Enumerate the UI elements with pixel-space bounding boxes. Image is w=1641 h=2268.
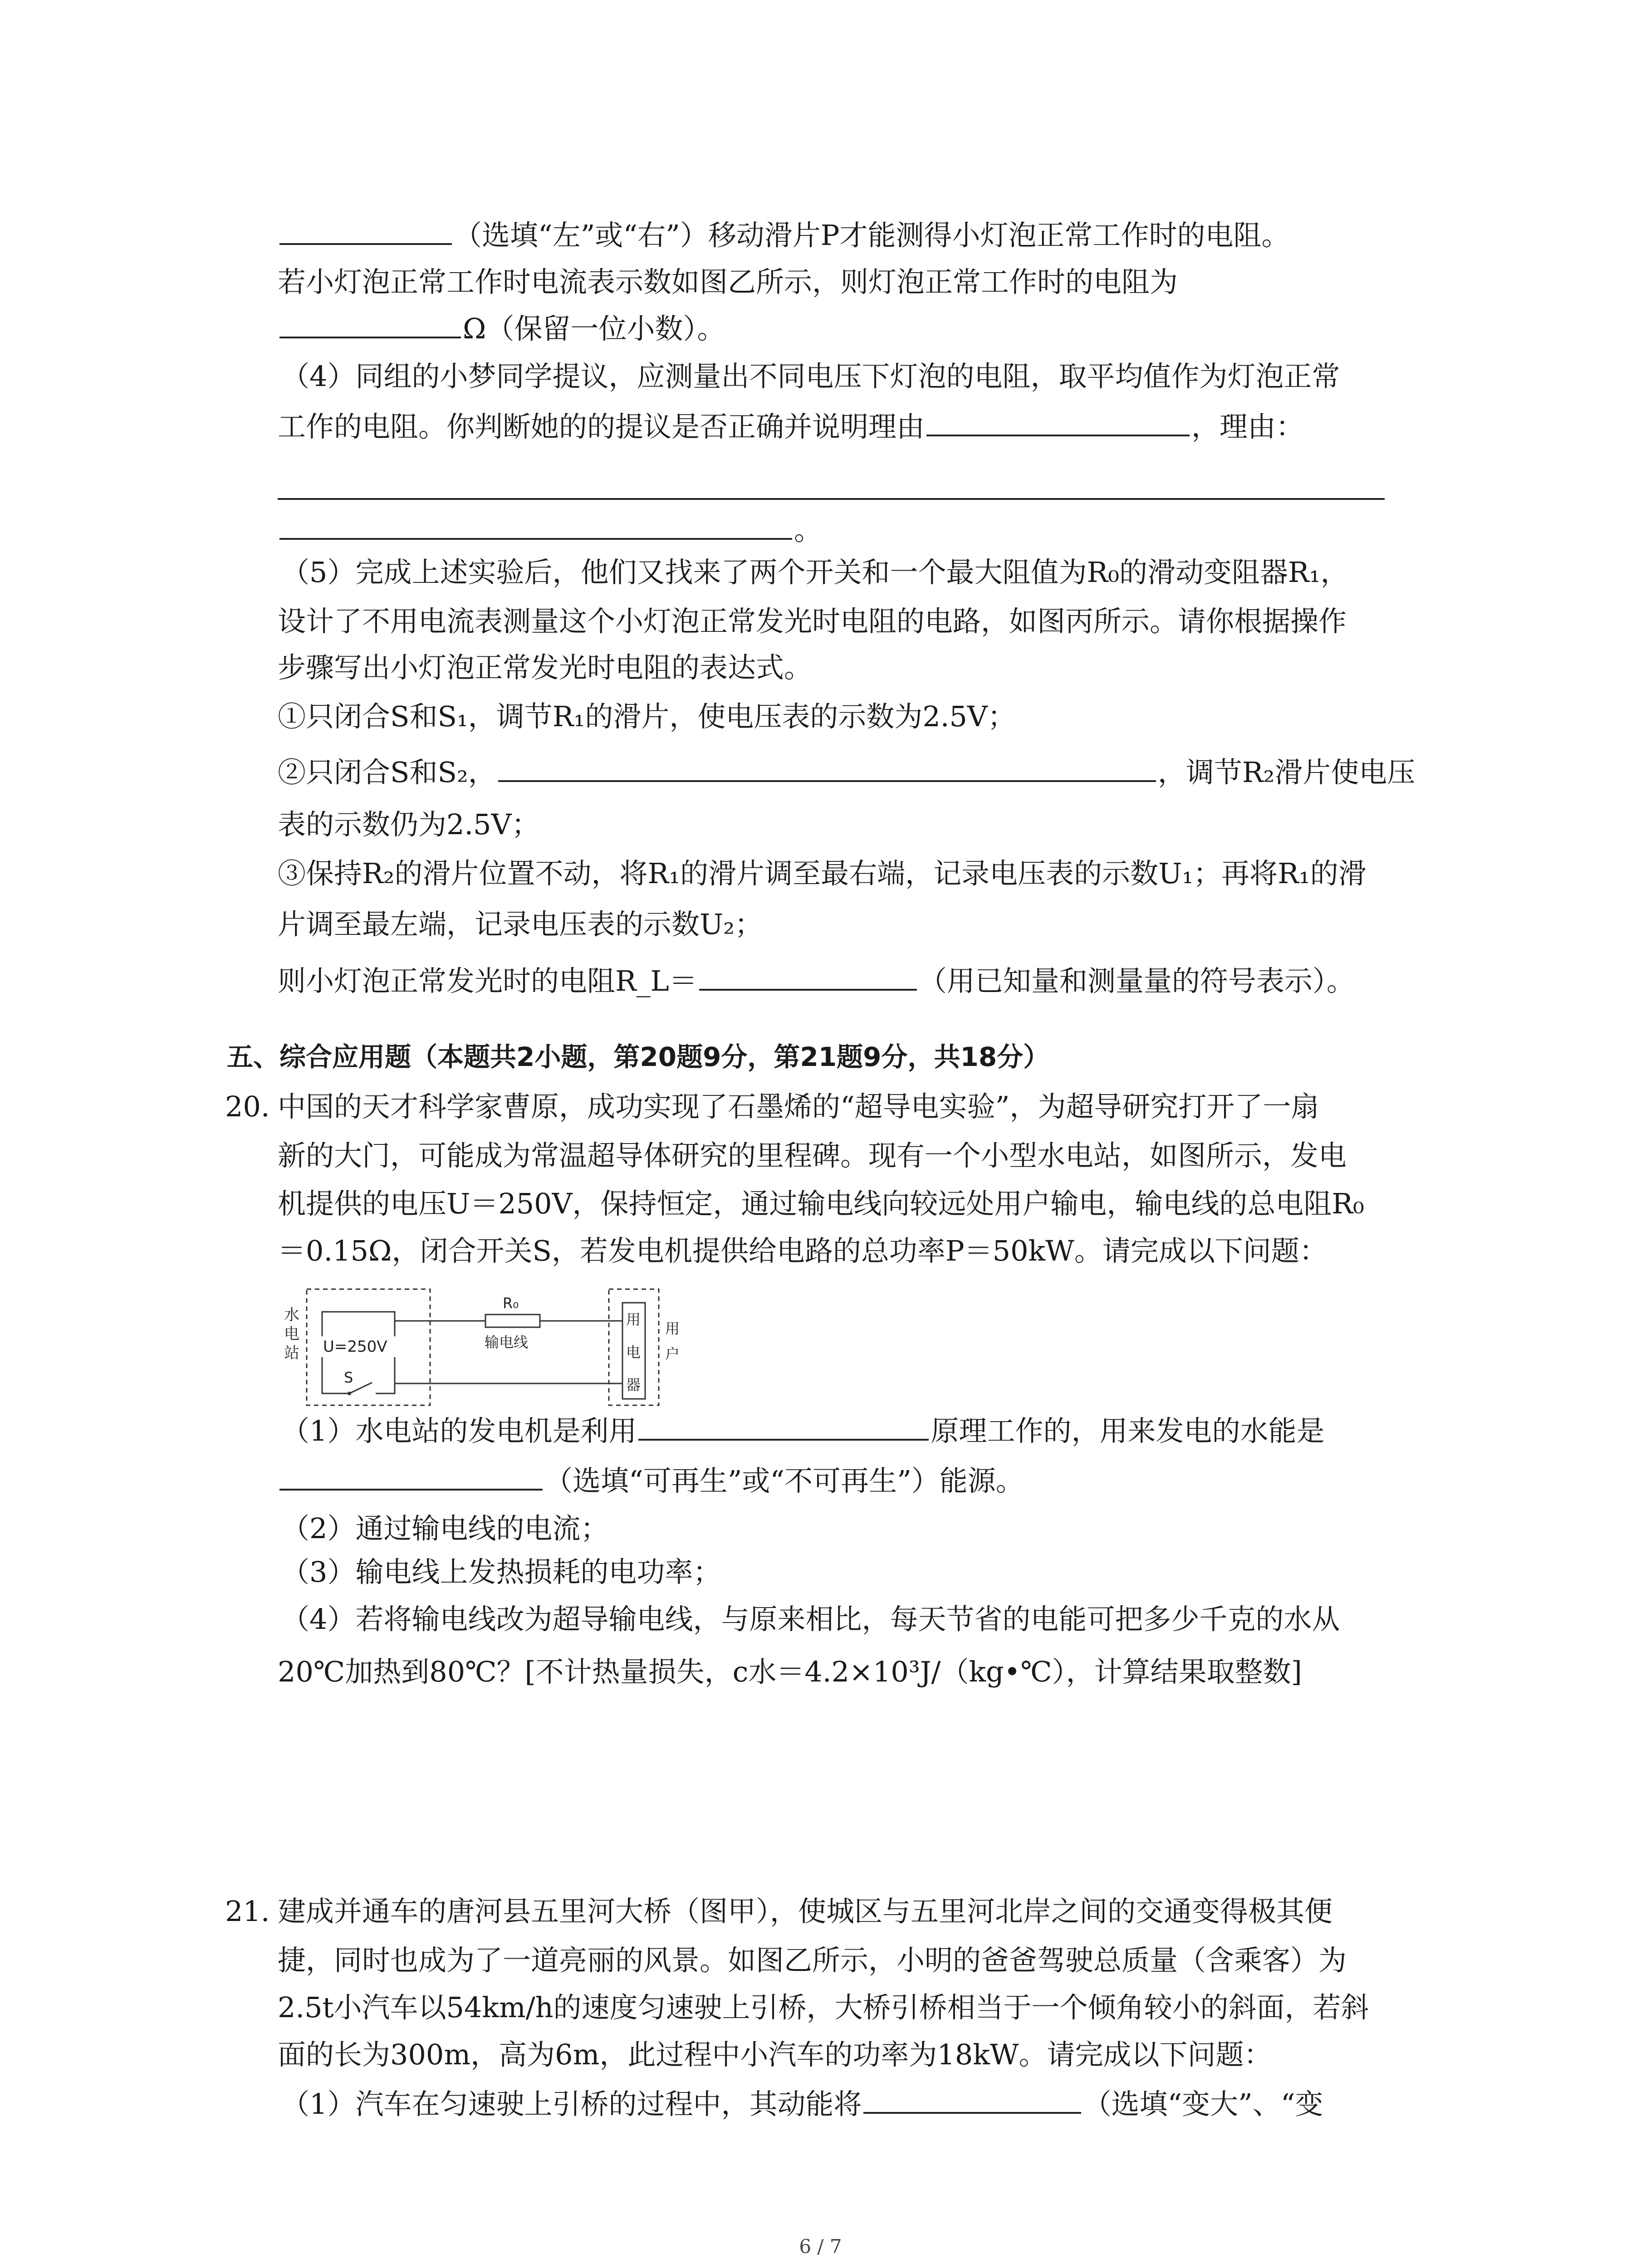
circuit-diagram (272, 1279, 699, 1415)
q19-part4-line-2: 工作的电阻。你判断她的的提议是否正确并说明理由 ，理由： (278, 408, 1304, 445)
q20-part4-line-1: （4）若将输电线改为超导输电线，与原来相比，每天节省的电能可把多少千克的水从 (281, 1603, 1340, 1636)
q20-stem-line-4: ＝0.15Ω，闭合开关S，若发电机提供给电路的总功率P＝50kW。请完成以下问题： (278, 1234, 1327, 1267)
q21-stem-line-4: 面的长为300m，高为6m，此过程中小汽车的功率为18kW。请完成以下问题： (278, 2038, 1272, 2071)
switch-contact (348, 1392, 351, 1395)
appliance-label-2: 电 (626, 1344, 641, 1361)
user-label-2: 户 (665, 1345, 680, 1363)
q21-part1: （1）汽车在匀速驶上引桥的过程中，其动能将 （选填“变大”、“变 (281, 2086, 1323, 2122)
answer-blank[interactable] (926, 408, 1190, 436)
q19-part4-line-4: 。 (278, 512, 822, 548)
q20-stem-line-1: 中国的天才科学家曹原，成功实现了石墨烯的“超导电实验”，为超导研究打开了一扇 (278, 1090, 1319, 1123)
answer-blank[interactable] (279, 1462, 543, 1491)
q19-line-3: Ω（保留一位小数）。 (278, 310, 725, 347)
answer-blank[interactable] (863, 2086, 1081, 2114)
station-label-1: 水 (284, 1306, 299, 1324)
q20-stem-line-3: 机提供的电压U＝250V，保持恒定，通过输电线向较远处用户输电，输电线的总电阻R₀ (278, 1187, 1364, 1220)
q19-part5-line-2: 设计了不用电流表测量这个小灯泡正常发光时电阻的电路，如图丙所示。请你根据操作 (278, 605, 1347, 638)
q19-step-3-b: 片调至最左端，记录电压表的示数U₂； (278, 908, 763, 941)
answer-blank[interactable] (279, 217, 452, 245)
appliance-label-1: 用 (626, 1311, 641, 1328)
answer-blank[interactable] (279, 512, 792, 540)
switch-gap (348, 1390, 376, 1397)
switch-label: S (344, 1369, 353, 1386)
q19-part5-line-1: （5）完成上述实验后，他们又找来了两个开关和一个最大阻值为R₀的滑动变阻器R₁， (281, 556, 1349, 589)
q21-stem-line-3: 2.5t小汽车以54km/h的速度匀速驶上引桥，大桥引桥相当于一个倾角较小的斜面，若斜 (278, 1991, 1369, 2024)
q20-part1-line-1: （1）水电站的发电机是利用 原理工作的，用来发电的水能是 (281, 1413, 1324, 1449)
q21-stem-line-2: 捷，同时也成为了一道亮丽的风景。如图乙所示，小明的爸爸驾驶总质量（含乘客）为 (278, 1944, 1347, 1977)
resistor-label: R₀ (503, 1295, 519, 1312)
q20-stem-line-2: 新的大门，可能成为常温超导体研究的里程碑。现有一个小型水电站，如图所示，发电 (278, 1139, 1347, 1172)
station-label-3: 站 (284, 1344, 299, 1362)
resistor (485, 1315, 540, 1327)
q20-part2: （2）通过输电线的电流； (281, 1512, 609, 1545)
q19-part5-line-3: 步骤写出小灯泡正常发光时电阻的表达式。 (278, 651, 813, 684)
q19-step-3-a: ③保持R₂的滑片位置不动，将R₁的滑片调至最右端，记录电压表的示数U₁；再将R₁的滑 (278, 857, 1367, 890)
q20-part4-line-2: 20℃加热到80℃？[不计热量损失，c水＝4.2×10³J/（kg•℃），计算结果取整数] (278, 1655, 1302, 1688)
user-label-1: 用 (665, 1320, 680, 1337)
q20-part1-line-2: （选填“可再生”或“不可再生”）能源。 (278, 1462, 1024, 1499)
q20-part3: （3）输电线上发热损耗的电功率； (281, 1555, 721, 1589)
answer-blank[interactable] (638, 1413, 929, 1441)
page-number: 6 / 7 (799, 2235, 842, 2258)
q19-line-2: 若小灯泡正常工作时电流表示数如图乙所示，则灯泡正常工作时的电阻为 (278, 265, 1178, 298)
q19-step-2: ②只闭合S和S₂， ，调节R₂滑片使电压 (278, 754, 1415, 791)
wire-label: 输电线 (485, 1334, 529, 1351)
q19-part4-line-1: （4）同组的小梦同学提议，应测量出不同电压下灯泡的电阻，取平均值作为灯泡正常 (281, 360, 1340, 393)
q19-line-1: （选填“左”或“右”）移动滑片P才能测得小灯泡正常工作时的电阻。 (278, 217, 1290, 254)
appliance-label-3: 器 (626, 1376, 641, 1393)
question-number: 20. (225, 1090, 270, 1123)
answer-blank[interactable] (498, 754, 1156, 782)
q19-step-4: 则小灯泡正常发光时的电阻R_L＝ （用已知量和测量量的符号表示）。 (278, 963, 1355, 999)
q19-step-2-cont: 表的示数仍为2.5V； (278, 808, 540, 841)
answer-blank[interactable] (279, 310, 461, 338)
q21-stem-line-1: 建成并通车的唐河县五里河大桥（图甲），使城区与五里河北岸之间的交通变得极其便 (278, 1895, 1333, 1928)
question-number: 21. (225, 1895, 270, 1928)
station-label-2: 电 (284, 1325, 299, 1343)
q19-step-1: ①只闭合S和S₁，调节R₁的滑片，使电压表的示数为2.5V； (278, 700, 1016, 733)
generator-voltage: U=250V (323, 1338, 387, 1356)
answer-blank[interactable] (699, 963, 917, 991)
section-heading: 五、综合应用题（本题共2小题，第20题9分，第21题9分，共18分） (227, 1041, 1050, 1072)
answer-rule[interactable] (278, 498, 1385, 500)
